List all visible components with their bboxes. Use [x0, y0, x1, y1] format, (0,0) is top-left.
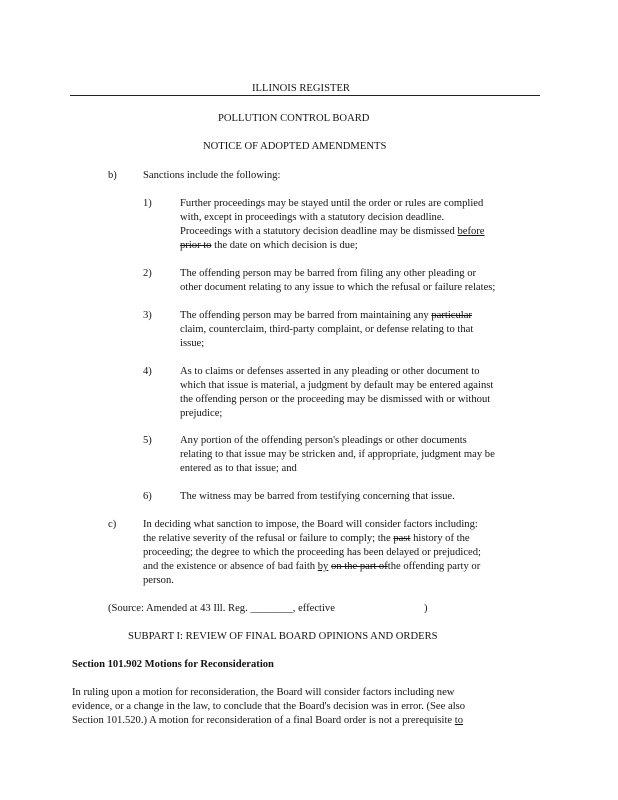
subpart-heading: SUBPART I: REVIEW OF FINAL BOARD OPINIONS AND ORDERS [128, 631, 438, 642]
item-2-line-1: The offending person may be barred from filing any other pleading or [180, 268, 477, 279]
item-5-line-2: relating to that issue may be stricken and, if appropriate, judgment may be [180, 449, 495, 460]
deleted-text: prior to [180, 240, 212, 251]
item-2-number: 2) [143, 268, 152, 279]
item-4-line-4: prejudice; [180, 408, 223, 419]
section-line-1: In ruling upon a motion for reconsideration, the Board will consider factors including new [72, 687, 455, 698]
item-1-line-3 [180, 225, 485, 240]
subsection-c-line-5: person. [143, 575, 174, 586]
item-4-line-2: which that issue is material, a judgment by default may be entered against [180, 380, 494, 391]
item-6-line-1: The witness may be barred from testifying concerning that issue. [180, 491, 455, 502]
notice-title: NOTICE OF ADOPTED AMENDMENTS [203, 141, 387, 152]
item-1-line-1: Further proceedings may be stayed until the order or rules are complied [180, 198, 484, 209]
subsection-c-line-2-pre: the relative severity of the refusal or failure to comply; the [143, 533, 391, 544]
deleted-text: on the part of [330, 561, 388, 572]
item-3-line-2: claim, counterclaim, third-party complaint, or defense relating to that [180, 324, 474, 335]
deleted-text: past [393, 533, 411, 544]
source-close-paren: ) [424, 603, 428, 614]
subsection-c-line-4 [143, 560, 480, 575]
subsection-c-line-2-post: history of the [413, 533, 470, 544]
item-5-number: 5) [143, 435, 152, 446]
item-1-line-3-text: Proceedings with a statutory decision deadline may be dismissed [180, 226, 455, 237]
deleted-text: particular [431, 310, 472, 321]
item-1-number: 1) [143, 198, 152, 209]
subsection-c-line-1: In deciding what sanction to impose, the Board will consider factors including: [143, 519, 478, 530]
item-3-number: 3) [143, 310, 152, 321]
item-4-line-3: the offending person or the proceeding may be dismissed with or without [180, 394, 491, 405]
item-1-tail: the date on which decision is due; [214, 240, 358, 251]
subsection-b-label: b) [108, 170, 117, 181]
item-3-line-1-text: The offending person may be barred from maintaining any [180, 310, 429, 321]
inserted-text: by [317, 561, 329, 572]
item-3-line-3: issue; [180, 338, 205, 349]
item-2-line-2: other document relating to any issue to which the refusal or failure relates; [180, 282, 496, 293]
section-heading: Section 101.902 Motions for Reconsideration [72, 659, 274, 670]
section-line-3 [72, 714, 463, 729]
subsection-c-line-4-post: the offending party or [387, 561, 481, 572]
item-4-number: 4) [143, 366, 152, 377]
item-4-line-1: As to claims or defenses asserted in any pleading or other document to [180, 366, 480, 377]
source-note: (Source: Amended at 43 Ill. Reg. ________, effective [108, 603, 335, 614]
subsection-b-intro: Sanctions include the following: [143, 170, 281, 181]
board-title: POLLUTION CONTROL BOARD [218, 113, 370, 124]
subsection-c-line-4-pre: and the existence or absence of bad faith [143, 561, 316, 572]
item-3-line-1 [180, 309, 472, 324]
subsection-c-line-3: proceeding; the degree to which the proceeding has been delayed or prejudiced; [143, 547, 481, 558]
item-1-line-4 [180, 239, 358, 254]
item-1-line-2: with, except in proceedings with a statutory decision deadline. [180, 212, 445, 223]
item-5-line-1: Any portion of the offending person's pleadings or other documents [180, 435, 467, 446]
inserted-text: to [454, 715, 464, 726]
subsection-c-line-2 [143, 532, 470, 547]
inserted-text: before [457, 226, 485, 237]
section-line-2: evidence, or a change in the law, to conclude that the Board's decision was in error. (See also [72, 701, 466, 712]
item-6-number: 6) [143, 491, 152, 502]
item-5-line-3: entered as to that issue; and [180, 463, 297, 474]
section-line-3-text: Section 101.520.) A motion for reconsideration of a final Board order is not a prerequisite [72, 715, 453, 726]
register-title: ILLINOIS REGISTER [252, 83, 350, 94]
subsection-c-label: c) [108, 519, 117, 530]
